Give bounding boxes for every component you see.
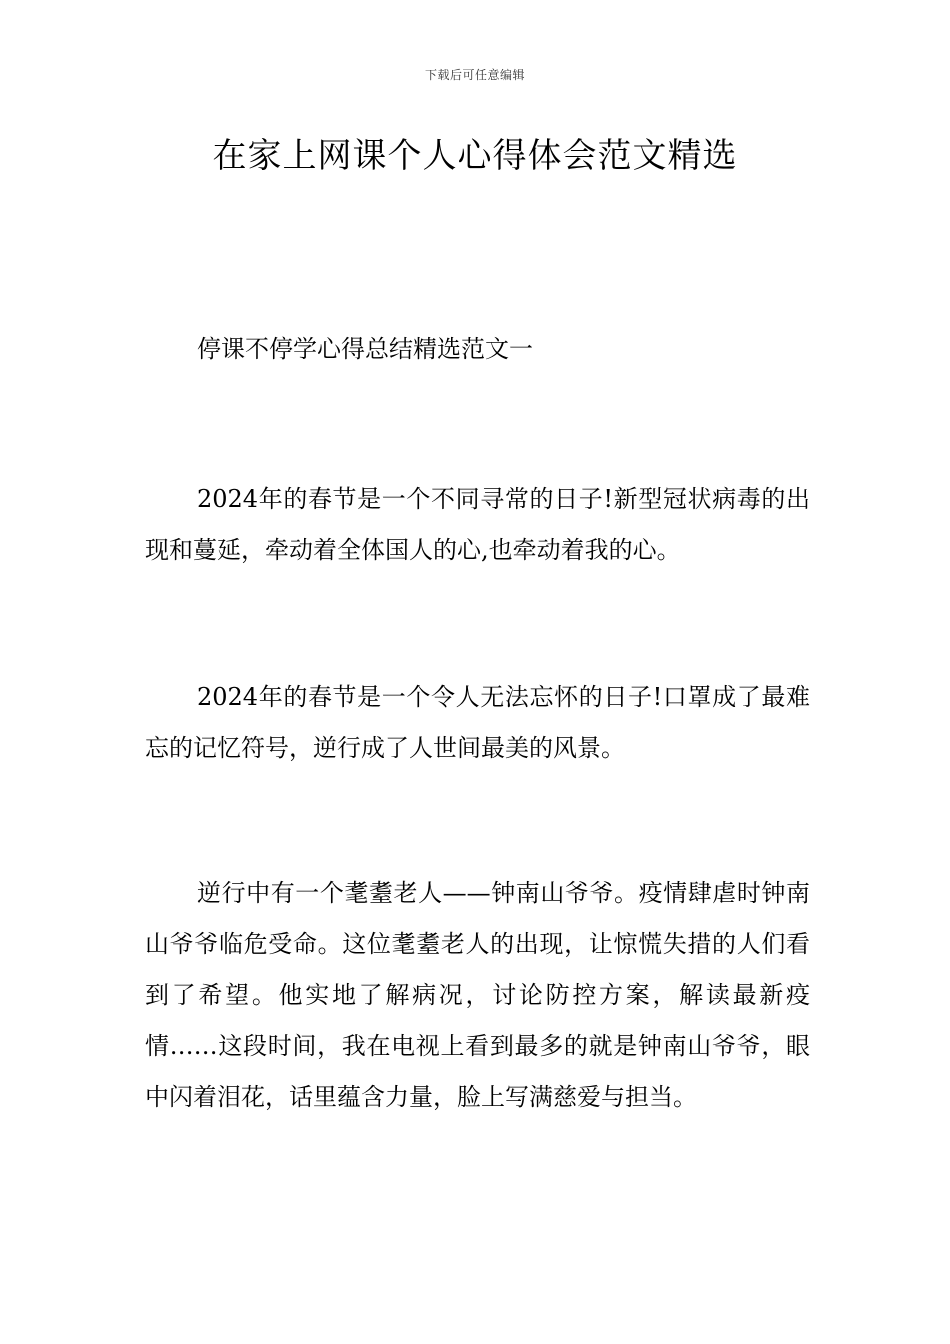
header-note: 下载后可任意编辑	[424, 68, 525, 82]
document-title: 在家上网课个人心得体会范文精选	[212, 136, 738, 176]
section-subtitle: 停课不停学心得总结精选范文一	[197, 335, 533, 363]
paragraph-2: 2024年的春节是一个令人无法忘怀的日子!口罩成了最难忘的记忆符号，逆行成了人世间最美的风景。	[145, 683, 810, 762]
paragraph-3: 逆行中有一个耄耋老人——钟南山爷爷。疫情肆虐时钟南山爷爷临危受命。这位耄耋老人的出现，让惊慌失措的人们看到了希望。他实地了解病况，讨论防控方案，解读最新疫情……这段时间，我在电视上看到最多的就是钟南山爷爷，眼中闪着泪花，话里蕴含力量，脸上写满慈爱与担当。	[145, 879, 810, 1111]
paragraph-1: 2024年的春节是一个不同寻常的日子!新型冠状病毒的出现和蔓延，牵动着全体国人的心,也牵动着我的心。	[145, 485, 810, 564]
